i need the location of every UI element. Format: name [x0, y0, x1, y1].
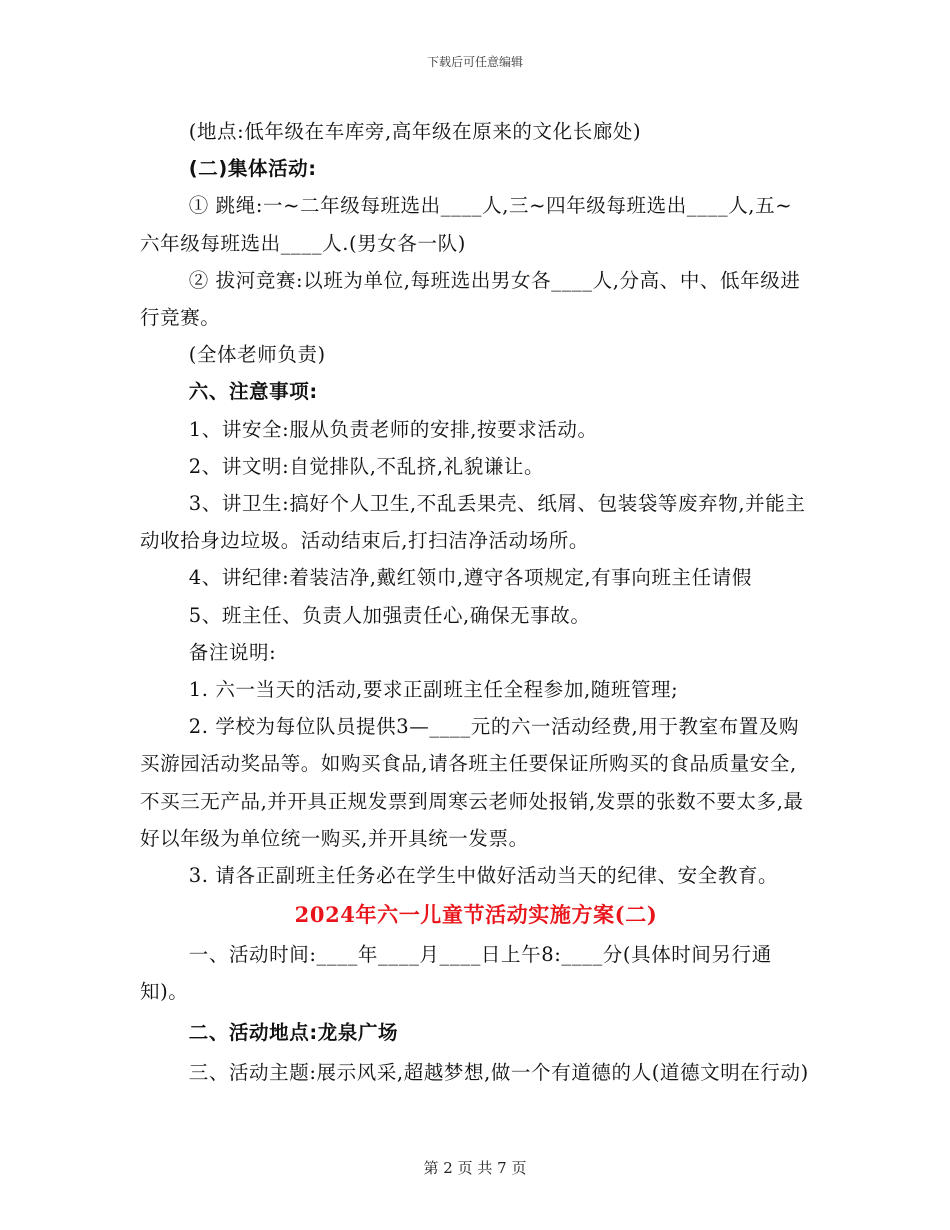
teachers-responsible-note: (全体老师负责) — [188, 343, 326, 367]
remarks-heading: 备注说明: — [188, 640, 277, 664]
location-note: (地点:低年级在车库旁,高年级在原来的文化长廊处) — [188, 120, 642, 143]
heading-precautions: 六、注意事项: — [188, 380, 318, 404]
precaution-safety: 1、讲安全:服从负责老师的安排,按要求活动。 — [188, 417, 598, 441]
activity-time: 一、活动时间:____年____月____日上午8:____分(具体时间另行通知)。 — [140, 943, 772, 1004]
precaution-responsibility: 5、班主任、负责人加强责任心,确保无事故。 — [188, 603, 591, 627]
activity-theme: 三、活动主题:展示风采,超越梦想,做一个有道德的人(道德文明在行动) — [188, 1060, 809, 1084]
activity-location: 二、活动地点:龙泉广场 — [188, 1020, 399, 1044]
precaution-civility: 2、讲文明:自觉排队,不乱挤,礼貌谦让。 — [188, 454, 545, 478]
remark-3: 3. 请各正副班主任务必在学生中做好活动当天的纪律、安全教育。 — [188, 864, 779, 888]
remark-1: 1. 六一当天的活动,要求正副班主任全程参加,随班管理; — [188, 678, 679, 702]
page-header: 下载后可任意编辑 — [426, 55, 523, 69]
section-title: 2024年六一儿童节活动实施方案(二) — [294, 902, 658, 928]
precaution-hygiene: 3、讲卫生:搞好个人卫生,不乱丢果壳、纸屑、包装袋等废弃物,并能主动收拾身边垃圾。活动结束后,打扫洁净活动场所。 — [140, 492, 806, 553]
heading-group-activities: (二)集体活动: — [188, 157, 317, 181]
remark-2: 2. 学校为每位队员提供3—____元的六一活动经费,用于教室布置及购买游园活动奖品等。如购买食品,请各班主任要保证所购买的食品质量安全,不买三无产品,并开具正规发票到周寒云老师处报销,发票的张数不要太多,最好以年级为单位统一购买,并开具统一发票。 — [140, 715, 804, 850]
item-rope-skipping: ① 跳绳:一~二年级每班选出____人,三~四年级每班选出____人,五~六年级每班选出____人.(男女各一队) — [140, 194, 793, 255]
document-body — [140, 113, 812, 1091]
precaution-discipline: 4、讲纪律:着装洁净,戴红领巾,遵守各项规定,有事向班主任请假 — [188, 566, 752, 590]
page-footer: 第 2 页 共 7 页 — [423, 1159, 527, 1177]
item-tug-of-war: ② 拔河竞赛:以班为单位,每班选出男女各____人,分高、中、低年级进行竞赛。 — [140, 268, 801, 330]
